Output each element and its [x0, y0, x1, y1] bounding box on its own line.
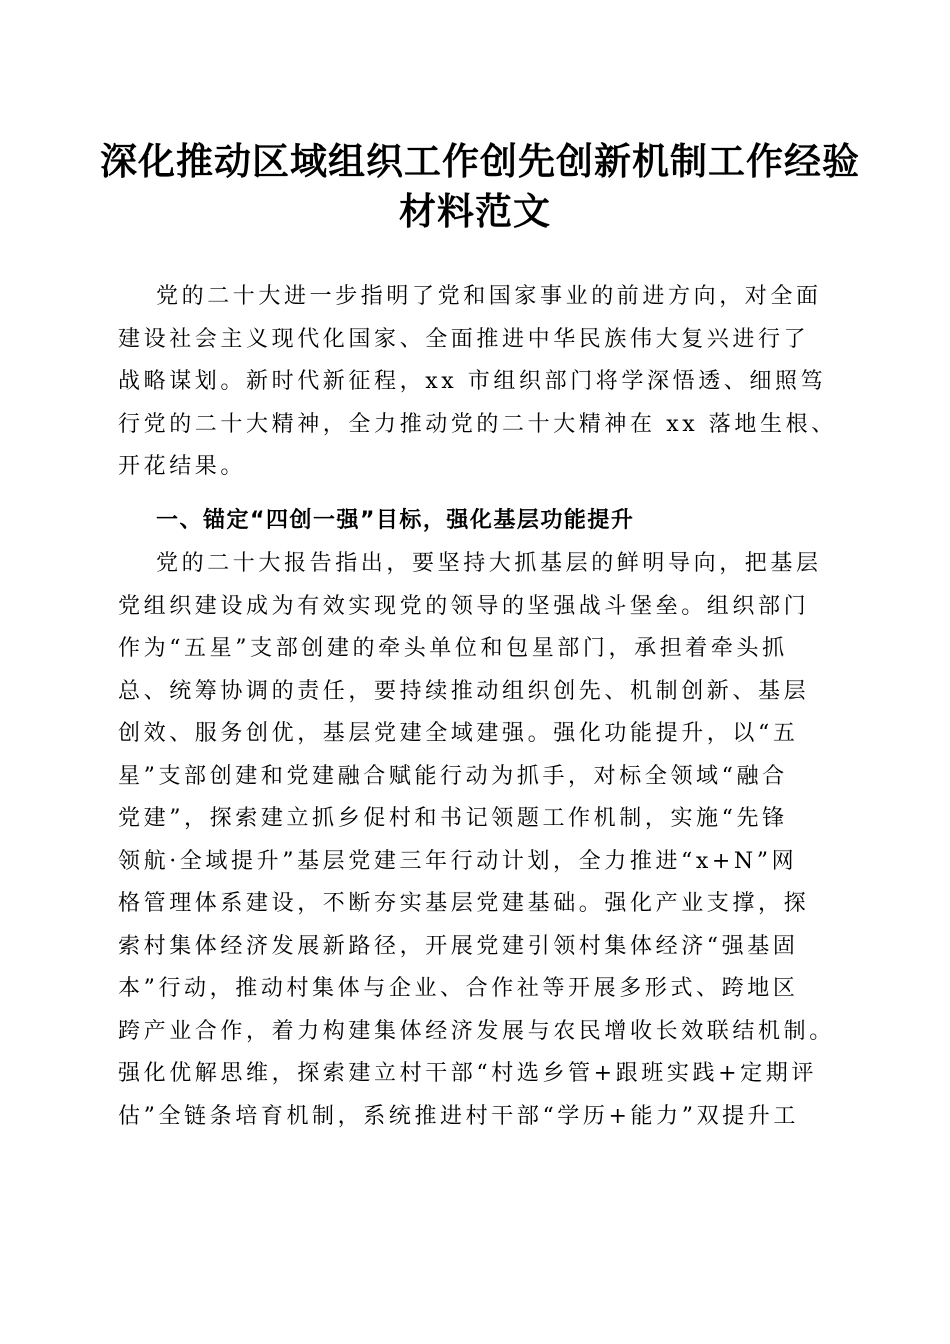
section-paragraph	[118, 543, 835, 1138]
paragraph-line: 党的二十大进一步指明了党和国家事业的前进方向，对全面	[156, 284, 822, 309]
paragraph-line: 总、统筹协调的责任，要持续推动组织创先、机制创新、基层	[118, 678, 810, 704]
paragraph-line: 领航·全域提升”基层党建三年行动计划，全力推进“x+N”网	[118, 848, 798, 874]
paragraph-line: 估”全链条培育机制，系统推进村干部“学历+能力”双提升工	[118, 1103, 799, 1129]
title-line: 深化推动区域组织工作创先创新机制工作经验	[100, 139, 860, 183]
paragraph-line: 党的二十大报告指出，要坚持大抓基层的鲜明导向，把基层	[156, 551, 822, 576]
paragraph-line: 行党的二十大精神，全力推动党的二十大精神在 xx 落地生根、	[118, 411, 837, 437]
document-title	[100, 136, 860, 236]
section-heading: 一、锚定“四创一强”目标，强化基层功能提升	[156, 508, 635, 533]
paragraph-line: 党组织建设成为有效实现党的领导的坚强战斗堡垒。组织部门	[118, 593, 810, 619]
paragraph-line: 格管理体系建设，不断夯实基层党建基础。强化产业支撑，探	[118, 891, 810, 916]
paragraph-line: 建设社会主义现代化国家、全面推进中华民族伟大复兴进行了	[118, 326, 810, 352]
paragraph-line: 战略谋划。新时代新征程，xx 市组织部门将学深悟透、细照笃	[118, 369, 827, 394]
intro-paragraph	[118, 276, 837, 489]
paragraph-line: 创效、服务创优，基层党建全域建强。强化功能提升，以“五	[118, 721, 799, 746]
paragraph-line: 星”支部创建和党建融合赋能行动为抓手，对标全领域“融合	[118, 763, 788, 789]
paragraph-line: 强化优解思维，探索建立村干部“村选乡管+跟班实践+定期评	[118, 1061, 817, 1086]
title-line: 材料范文	[399, 189, 551, 233]
paragraph-line: 党建”，探索建立抓乡促村和书记领题工作机制，实施“先锋	[118, 806, 788, 831]
paragraph-line: 作为“五星”支部创建的牵头单位和包星部门，承担着牵头抓	[118, 636, 788, 661]
paragraph-line: 跨产业合作，着力构建集体经济发展与农民增收长效联结机制。	[118, 1018, 835, 1044]
paragraph-line: 索村集体经济发展新路径，开展党建引领村集体经济“强基固	[118, 933, 799, 959]
paragraph-line: 开花结果。	[118, 454, 247, 479]
paragraph-line: 本”行动，推动村集体与企业、合作社等开展多形式、跨地区	[118, 976, 799, 1001]
